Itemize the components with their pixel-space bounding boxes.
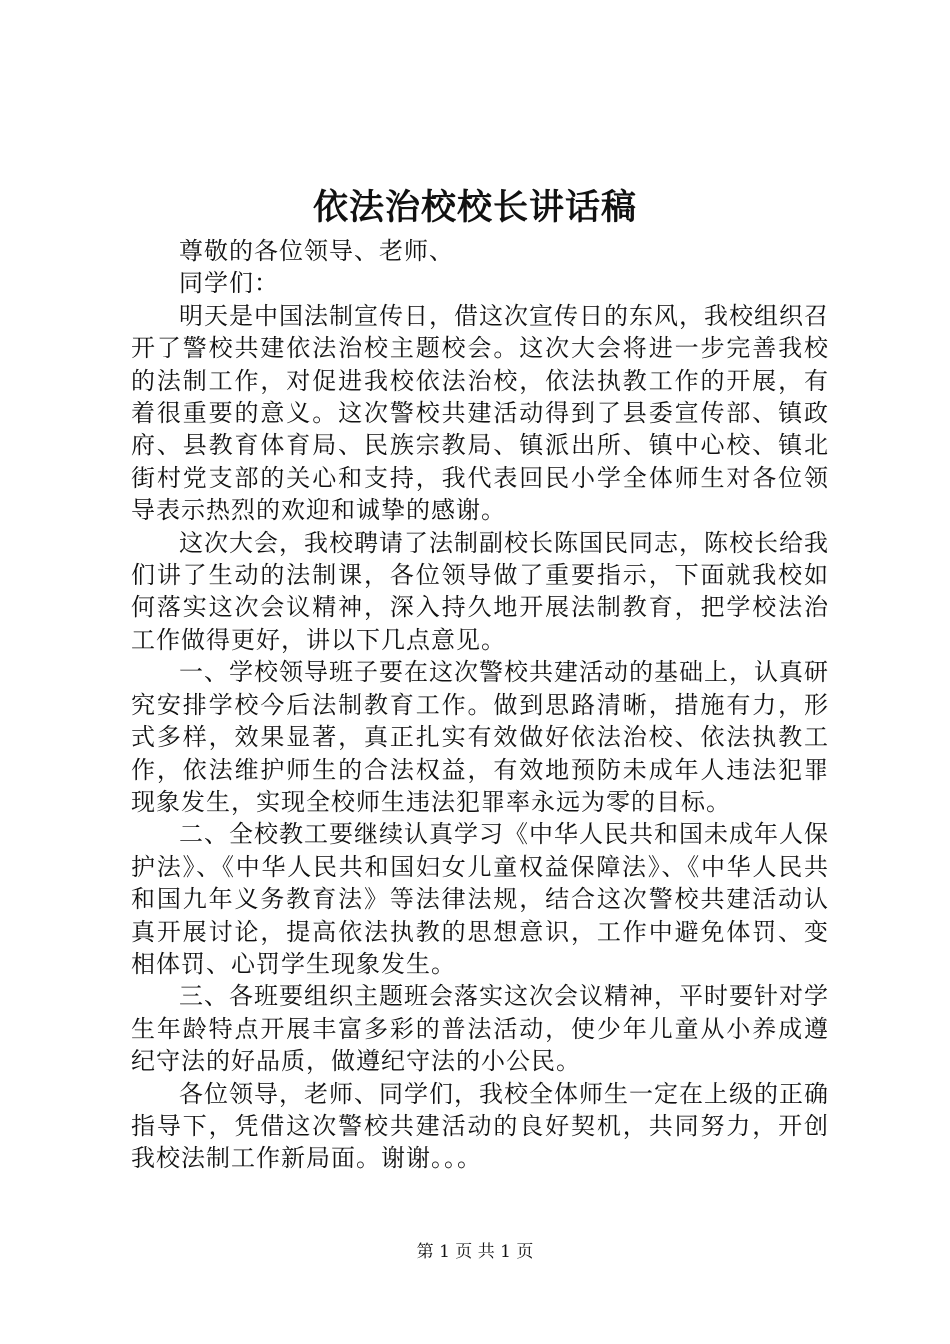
paragraph-closing: 各位领导，老师、同学们，我校全体师生一定在上级的正确指导下，凭借这次警校共建活动的良好契机，共同努力，开创我校法制工作新局面。谢谢。。。: [131, 1079, 829, 1173]
document-body: [131, 235, 829, 1175]
paragraph-point-three: 三、各班要组织主题班会落实这次会议精神，平时要针对学生年龄特点开展丰富多彩的普法活动，使少年儿童从小养成遵纪守法的好品质，做遵纪守法的小公民。: [131, 982, 829, 1076]
paragraph-point-two: 二、全校教工要继续认真学习《中华人民共和国未成年人保护法》、《中华人民共和国妇女儿童权益保障法》、《中华人民共和国九年义务教育法》等法律法规，结合这次警校共建活动认真开展讨论，提高依法执教的思想意识，工作中避免体罚、变相体罚、心罚学生现象发生。: [131, 820, 829, 978]
page-footer: 第 1 页 共 1 页: [416, 1242, 534, 1262]
salutation-line-1: 尊敬的各位领导、老师、: [179, 237, 454, 265]
paragraph-intro: 明天是中国法制宣传日，借这次宣传日的东风，我校组织召开了警校共建依法治校主题校会。这次大会将进一步完善我校的法制工作，对促进我校依法治校，依法执教工作的开展，有着很重要的意义。这次警校共建活动得到了县委宣传部、镇政府、县教育体育局、民族宗教局、镇派出所、镇中心校、镇北街村党支部的关心和支持，我代表回民小学全体师生对各位领导表示热烈的欢迎和诚挚的感谢。: [131, 301, 829, 525]
page-title: 依法治校校长讲话稿: [312, 187, 637, 228]
salutation-line-2: 同学们：: [179, 269, 279, 298]
paragraph-meeting: 这次大会，我校聘请了法制副校长陈国民同志，陈校长给我们讲了生动的法制课，各位领导做了重要指示，下面就我校如何落实这次会议精神，深入持久地开展法制教育，把学校法治工作做得更好，讲以下几点意见。: [131, 528, 829, 654]
paragraph-point-one: 一、学校领导班子要在这次警校共建活动的基础上，认真研究安排学校今后法制教育工作。做到思路清晰，措施有力，形式多样，效果显著，真正扎实有效做好依法治校、依法执教工作，依法维护师生的合法权益，有效地预防未成年人违法犯罪现象发生，实现全校师生违法犯罪率永远为零的目标。: [131, 658, 829, 816]
